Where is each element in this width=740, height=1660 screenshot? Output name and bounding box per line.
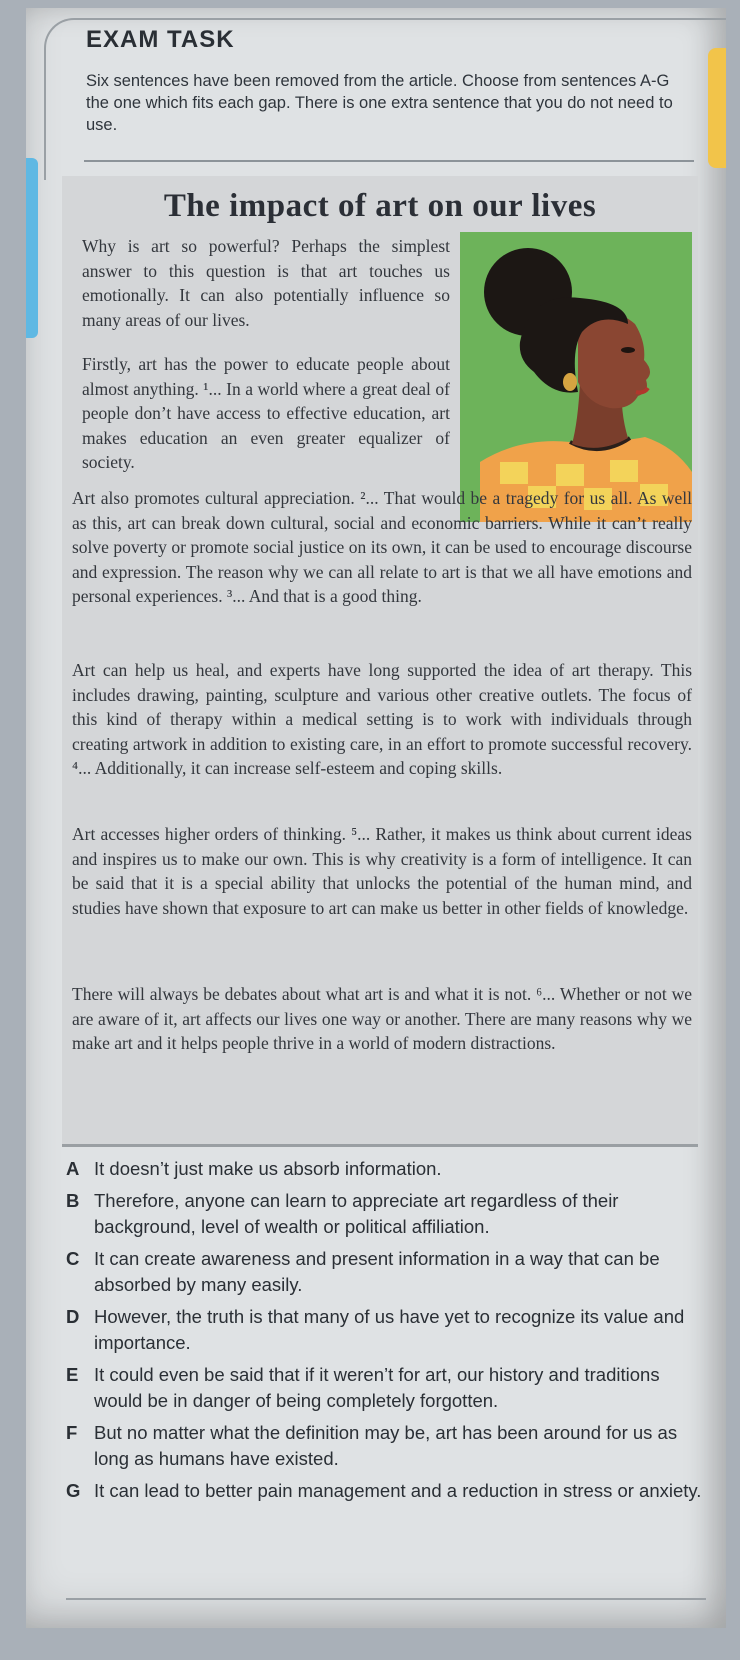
option-letter: F	[66, 1422, 78, 1443]
paragraph-healing: Art can help us heal, and experts have long supported the idea of art therapy. This includes drawing, painting, sculpture and various other creative outlets. The focus of this kind of therapy within a medical setting is to work with individuals through creating artwork in addition to existing care, in an effort to promote successful recovery. ⁴... Additionally, it can increase self-esteem and coping skills.	[72, 660, 692, 778]
paragraph-education: Firstly, art has the power to educate people about almost anything. ¹... In a world where a great deal of people don’t have access to effective education, art makes education an even greater equalizer of society.	[82, 354, 450, 472]
answer-option-g	[60, 1478, 710, 1504]
option-text: It doesn’t just make us absorb information.	[94, 1158, 442, 1179]
option-letter: B	[66, 1190, 80, 1211]
answer-option-e	[60, 1362, 710, 1414]
answer-option-a	[60, 1156, 710, 1182]
article-title: The impact of art on our lives	[163, 188, 597, 224]
answer-option-c	[60, 1246, 710, 1298]
textbook-page	[26, 8, 726, 1628]
answer-option-d	[60, 1304, 710, 1356]
answer-option-f	[60, 1420, 710, 1472]
task-instructions: Six sentences have been removed from the article. Choose from sentences A-G the one which fits each gap. There is one extra sentence that you do not need to use.	[86, 72, 673, 134]
woman-portrait-illustration	[460, 232, 692, 522]
paragraph-thinking: Art accesses higher orders of thinking. ⁵... Rather, it makes us think about current ideas and inspires us to make our own. This is why creativity is a form of intelligence. It can be said that it is a special ability that unlocks the potential of the human mind, and studies have shown that exposure to art can make us better in other fields of knowledge.	[72, 824, 692, 918]
option-letter: E	[66, 1364, 79, 1385]
option-letter: C	[66, 1248, 80, 1269]
option-letter: G	[66, 1480, 81, 1501]
paragraph-conclusion: There will always be debates about what art is and what it is not. ⁶... Whether or not we are aware of it, art affects our lives one way or another. There are many reasons why we make art and it helps people thrive in a world of modern distractions.	[72, 984, 692, 1053]
option-letter: A	[66, 1158, 80, 1179]
page-bottom-rule	[66, 1598, 706, 1600]
exam-task-heading: EXAM TASK	[86, 26, 235, 53]
option-text: However, the truth is that many of us have yet to recognize its value and importance.	[94, 1306, 685, 1353]
paragraph-culture: Art also promotes cultural appreciation. ²... That would be a tragedy for us all. As well as this, art can break down cultural, social and economic barriers. While it can’t really solve poverty or promote social justice on its own, it can be used to encourage discourse and expression. The reason why we can all relate to art is that we all have emotions and personal experiences. ³... And that is a good thing.	[72, 488, 692, 606]
option-text: Therefore, anyone can learn to appreciate art regardless of their background, level of wealth or political affiliation.	[94, 1190, 619, 1237]
option-text: It could even be said that if it weren’t for art, our history and traditions would be in danger of being completely forgotten.	[94, 1364, 660, 1411]
page-edge-tab-blue	[26, 158, 38, 338]
option-letter: D	[66, 1306, 80, 1327]
paragraph-intro: Why is art so powerful? Perhaps the simplest answer to this question is that art touches us emotionally. It can also potentially influence so many areas of our lives.	[82, 236, 450, 330]
answer-options-list	[60, 1156, 710, 1510]
answer-option-b	[60, 1188, 710, 1240]
option-text: But no matter what the definition may be, art has been around for us as long as humans have existed.	[94, 1422, 678, 1469]
option-text: It can create awareness and present information in a way that can be absorbed by many easily.	[94, 1248, 660, 1295]
article-box	[62, 176, 698, 1144]
option-text: It can lead to better pain management and a reduction in stress or anxiety.	[94, 1480, 702, 1501]
section-divider	[84, 160, 694, 162]
